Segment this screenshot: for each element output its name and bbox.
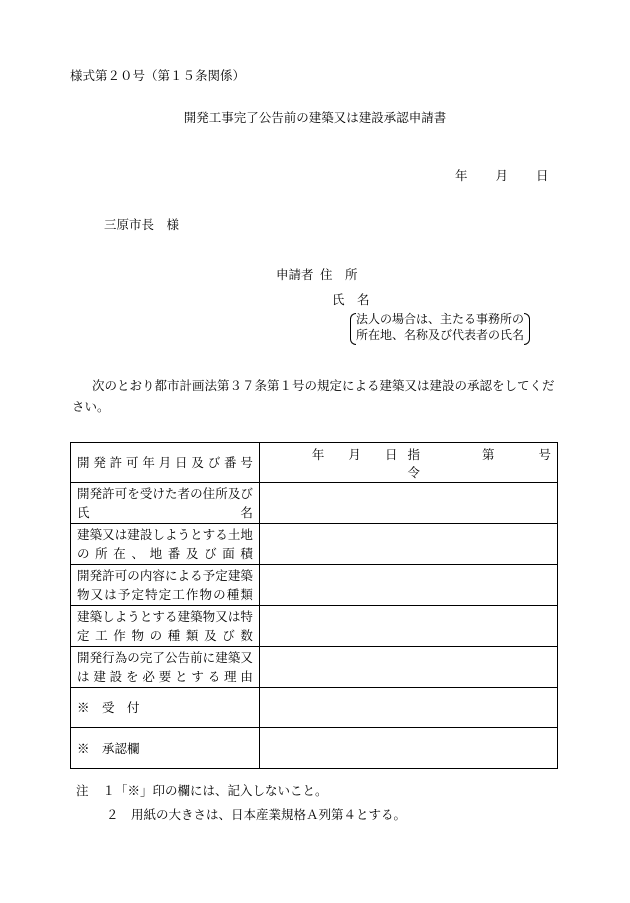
value-cell[interactable] — [259, 606, 557, 647]
table-row — [71, 606, 558, 647]
value-cell[interactable] — [259, 524, 557, 565]
table-row — [71, 483, 558, 524]
row-label: 建築しようとする建築物又は特定工作物の種類及び数 — [71, 606, 260, 647]
applicant-name-label: 氏 名 — [332, 292, 370, 307]
note-item-1 — [76, 781, 328, 799]
request-body-text: 次のとおり都市計画法第３７条第１号の規定による建築又は建設の承認をしてください。 — [72, 378, 555, 414]
table-row — [71, 647, 558, 688]
permit-designation: 指令 — [407, 446, 420, 480]
permit-dai: 第 — [481, 446, 495, 462]
row-label-approval: ※ 承認欄 — [71, 728, 260, 769]
table-row — [71, 688, 558, 728]
table-row — [71, 443, 558, 483]
permit-year: 年 — [311, 446, 325, 462]
value-cell[interactable] — [259, 688, 557, 728]
date-month: 月 — [495, 168, 509, 183]
row-label: 開発許可年月日及び番号 — [71, 443, 260, 483]
value-cell[interactable] — [259, 565, 557, 606]
applicant-address-label: 住 所 — [320, 267, 358, 282]
row-label: 開発許可を受けた者の住所及び氏名 — [71, 483, 260, 524]
date-fields[interactable] — [455, 166, 549, 184]
row-label: 開発行為の完了公告前に建築又は建設を必要とする理由 — [71, 647, 260, 688]
note-item-2: ２ 用紙の大きさは、日本産業規格Ａ列第４とする。 — [106, 807, 407, 822]
value-cell[interactable] — [259, 483, 557, 524]
applicant-label: 申請者 — [276, 267, 314, 282]
date-day: 日 — [536, 168, 549, 183]
permit-day: 日 — [384, 446, 398, 462]
corporate-note — [356, 311, 524, 343]
row-label: 建築又は建設しようとする土地の所在、地番及び面積 — [71, 524, 260, 565]
permit-value-cell[interactable] — [259, 443, 557, 483]
table-row — [71, 524, 558, 565]
value-cell[interactable] — [259, 728, 557, 769]
note-text-1: １「※」印の欄には、記入しないこと。 — [102, 783, 328, 798]
document-title: 開発工事完了公告前の建築又は建設承認申請書 — [183, 110, 447, 125]
permit-go: 号 — [538, 446, 551, 462]
value-cell[interactable] — [259, 647, 557, 688]
application-table — [70, 442, 558, 769]
date-year: 年 — [455, 168, 468, 183]
addressee: 三原市長 様 — [104, 217, 180, 232]
corporate-note-line2: 所在地、名称及び代表者の氏名 — [356, 328, 525, 342]
table-row — [71, 728, 558, 769]
form-number: 様式第２０号（第１５条関係） — [70, 68, 246, 83]
row-label: 開発許可の内容による予定建築物又は予定特定工作物の種類 — [71, 565, 260, 606]
permit-month: 月 — [348, 446, 361, 462]
row-label-reception: ※ 受 付 — [71, 688, 260, 728]
table-row — [71, 565, 558, 606]
note-prefix: 注 — [76, 783, 89, 798]
corporate-note-line1: 法人の場合は、主たる事務所の — [356, 312, 525, 326]
